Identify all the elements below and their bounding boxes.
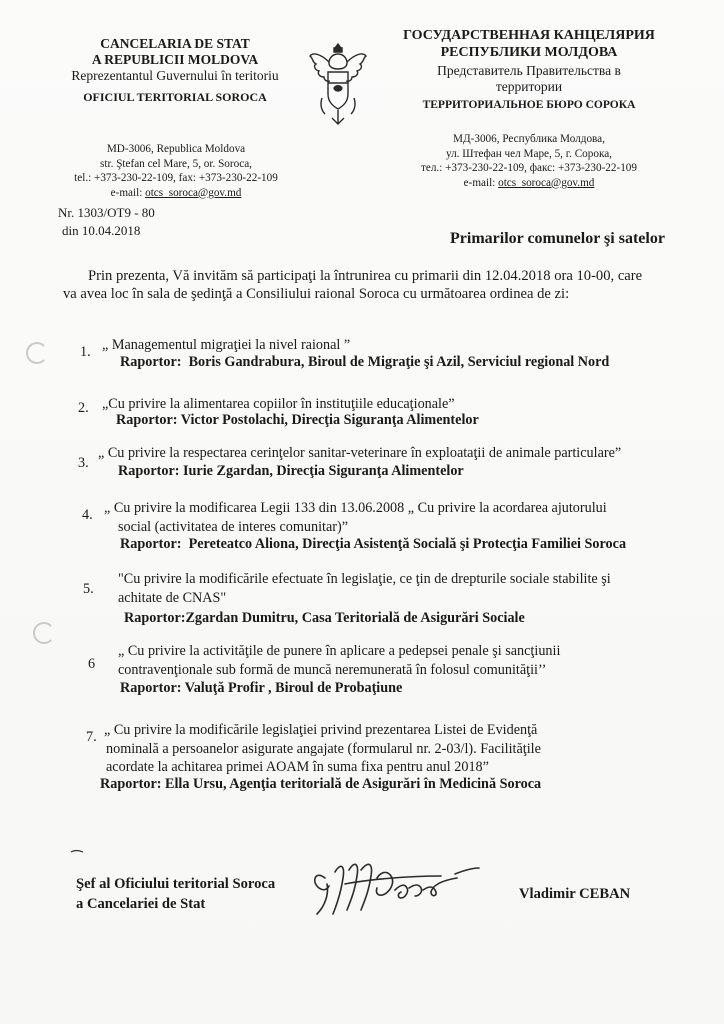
header-right-line3: Представитель Правительства в <box>437 63 621 79</box>
agenda-reporter: Raportor: Pereteatco Aliona, Direcţia Asistenţă Socială şi Protecţia Familiei Soroca <box>120 536 627 552</box>
header-right-line2: РЕСПУБЛИКИ МОЛДОВА <box>440 44 618 60</box>
agenda-reporter: Raportor: Ella Ursu, Agenţia teritorială de Asigurări în Medicină Soroca <box>100 776 542 792</box>
intro-line-2: va avea loc în sala de şedinţă a Consiliului raional Soroca cu următoarea ordinea de zi: <box>63 286 570 302</box>
coat-of-arms-icon <box>308 38 368 134</box>
header-left-address <box>44 142 308 200</box>
address-line: tel.: +373-230-22-109, fax: +373-230-22-109 <box>74 172 278 185</box>
address-line: str. Ştefan cel Mare, 5, or. Soroca, <box>100 157 252 170</box>
header-left-line1: CANCELARIA DE STAT <box>100 36 250 51</box>
agenda-number: 5. <box>83 581 94 597</box>
agenda-number: 6 <box>88 656 96 672</box>
header-left-office: OFICIUL TERITORIAL SOROCA <box>83 89 267 104</box>
agenda-text: contravenţionale sub formă de muncă neremunerată în folosul comunităţii’’ <box>118 662 547 678</box>
header-left <box>60 36 290 104</box>
agenda-text: nominală a persoanelor asigurate angajate (formularul nr. 2-03/l). Facilităţile <box>106 741 541 757</box>
agenda-reporter: Raportor: Valuţă Profir , Biroul de Probaţiune <box>120 680 403 696</box>
address-line: МД-3006, Республика Молдова, <box>453 133 605 145</box>
agenda-number: 7. <box>86 729 97 745</box>
agenda-number: 2. <box>78 400 89 416</box>
reference-date: din 10.04.2018 <box>62 223 141 238</box>
reference-number: Nr. 1303/OT9 - 80 <box>58 205 155 220</box>
agenda-reporter: Raportor: Iurie Zgardan, Direcţia Siguranţa Alimentelor <box>118 463 464 479</box>
pen-mark-icon <box>70 848 84 856</box>
agenda-number: 4. <box>82 507 93 523</box>
header-right-office: ТЕРРИТОРИАЛЬНОЕ БЮРО СОРОКА <box>422 98 636 111</box>
email-line: e-mail: otcs_soroca@gov.md <box>463 176 595 189</box>
email-link[interactable]: otcs_soroca@gov.md <box>145 186 242 199</box>
agenda-text: „ Cu privire la respectarea cerinţelor sanitar-veterinare în exploataţii de animale particulare” <box>98 445 622 461</box>
signatory-name: Vladimir CEBAN <box>519 886 631 902</box>
agenda-number: 1. <box>80 344 91 360</box>
header-right-line3b: территории <box>495 78 563 94</box>
email-link[interactable]: otcs_soroca@gov.md <box>498 176 595 189</box>
handwritten-signature <box>305 848 495 928</box>
agenda-text: "Cu privire la modificările efectuate în legislaţie, ce ţin de drepturile sociale stabilite şi <box>118 571 611 587</box>
agenda-text: achitate de CNAS" <box>118 590 227 606</box>
agenda-reporter: Raportor:Zgardan Dumitru, Casa Teritorială de Asigurări Sociale <box>124 610 525 626</box>
signatory-title-1: Şef al Oficiului teritorial Soroca <box>76 876 276 892</box>
signatory-title-2: a Cancelariei de Stat <box>76 896 206 912</box>
header-right-address <box>374 132 684 190</box>
header-right <box>378 28 680 112</box>
header-right-line1: ГОСУДАРСТВЕННАЯ КАНЦЕЛЯРИЯ <box>403 28 655 43</box>
addressee: Primarilor comunelor şi satelor <box>450 230 665 247</box>
agenda-text: „ Cu privire la activităţile de punere în aplicare a pedepsei penale şi sancţiunii <box>118 643 561 659</box>
agenda-text: social (activitatea de interes comunitar)” <box>118 519 349 535</box>
header-left-line2: A REPUBLICII MOLDOVA <box>91 51 259 67</box>
intro-line-1: Prin prezenta, Vă invităm să participaţi la întrunirea cu primarii din 12.04.2018 ora 10-00, care <box>88 268 643 284</box>
address-line: ул. Штефан чел Маре, 5, г. Сорока, <box>446 147 612 160</box>
agenda-text: „ Managementul migraţiei la nivel raional ” <box>102 337 351 353</box>
agenda-reporter: Raportor: Boris Gandrabura, Biroul de Migraţie şi Azil, Serviciul regional Nord <box>120 354 610 370</box>
agenda-text: acordate la achitarea primei AOAM în suma fixa pentru anul 2018” <box>106 759 489 775</box>
address-line: MD-3006, Republica Moldova <box>106 143 246 155</box>
address-line: тел.: +373-230-22-109, факс: +373-230-22-109 <box>420 162 637 175</box>
agenda-text: „ Cu privire la modificarea Legii 133 din 13.06.2008 „ Cu privire la acordarea ajutorului <box>104 500 607 516</box>
punch-hole <box>33 622 55 644</box>
header-left-line3: Reprezentantul Guvernului în teritoriu <box>71 67 279 83</box>
punch-hole <box>26 342 48 364</box>
email-line: e-mail: otcs_soroca@gov.md <box>110 186 242 199</box>
agenda-text: „ Cu privire la modificările legislaţiei privind prezentarea Listei de Evidenţă <box>104 722 538 738</box>
agenda-reporter: Raportor: Victor Postolachi, Direcţia Siguranţa Alimentelor <box>116 412 479 428</box>
agenda-number: 3. <box>78 455 89 471</box>
agenda-text: „Cu privire la alimentarea copiilor în instituţiile educaţionale” <box>102 396 455 412</box>
